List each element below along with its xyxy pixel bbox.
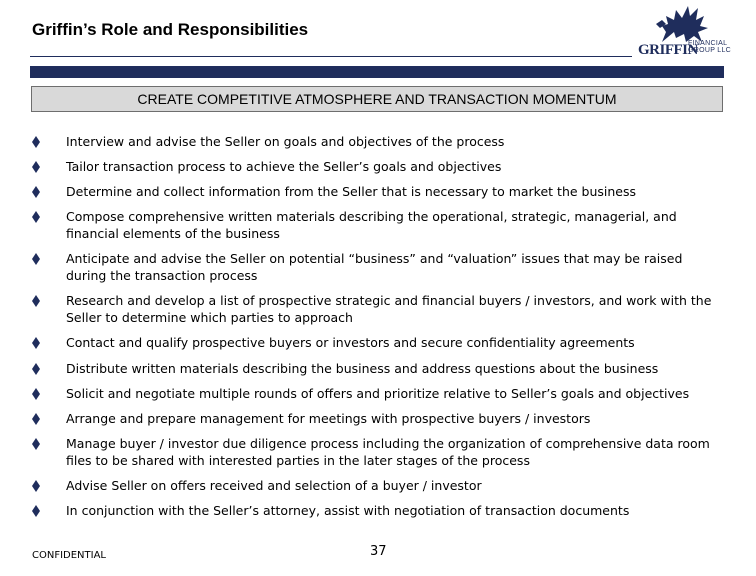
list-item-text: Arrange and prepare management for meetings with prospective buyers / investors [66,411,591,426]
logo-subtitle-line-2: GROUP LLC [688,47,732,54]
diamond-bullet-icon [30,438,42,450]
diamond-bullet-icon [30,295,42,307]
logo-subtitle-line-1: FINANCIAL [688,40,728,47]
confidential-label: CONFIDENTIAL [32,550,107,561]
list-item-text: In conjunction with the Seller’s attorney, assist with negotiation of transaction documents [66,503,630,518]
diamond-bullet-icon [30,480,42,492]
list-item-text: Research and develop a list of prospective strategic and financial buyers / investors, and work with the Seller to determine which parties to approach [66,293,712,325]
diamond-bullet-icon [30,161,42,173]
list-item-text: Advise Seller on offers received and selection of a buyer / investor [66,478,482,493]
list-item-text: Interview and advise the Seller on goals and objectives of the process [66,134,505,149]
list-item-text: Manage buyer / investor due diligence process including the organization of comprehensive data room files to be shared with interested parties in the later stages of the process [66,436,710,468]
diamond-bullet-icon [30,337,42,349]
list-item-text: Contact and qualify prospective buyers or investors and secure confidentiality agreements [66,335,635,350]
diamond-bullet-icon [30,388,42,400]
diamond-bullet-icon [30,505,42,517]
list-item-text: Distribute written materials describing the business and address questions about the business [66,361,659,376]
diamond-bullet-icon [30,413,42,425]
diamond-bullet-icon [30,363,42,375]
page-title: Griffin’s Role and Responsibilities [32,20,309,39]
page-number: 37 [370,544,387,559]
list-item-text: Anticipate and advise the Seller on potential “business” and “valuation” issues that may be raised during the transaction process [66,251,683,283]
banner-label: CREATE COMPETITIVE ATMOSPHERE AND TRANSACTION MOMENTUM [137,91,617,107]
list-item-text: Determine and collect information from the Seller that is necessary to market the business [66,184,637,199]
diamond-bullet-icon [30,253,42,265]
list-item-text: Tailor transaction process to achieve the Seller’s goals and objectives [66,159,502,174]
logo-wordmark: GRIFFIN [638,42,698,58]
diamond-bullet-icon [30,211,42,223]
list-item-text: Solicit and negotiate multiple rounds of offers and prioritize relative to Seller’s goals and objectives [66,386,690,401]
list-item-text: Compose comprehensive written materials describing the operational, strategic, managerial, and financial elements of the business [66,209,677,241]
diamond-bullet-icon [30,136,42,148]
diamond-bullet-icon [30,186,42,198]
